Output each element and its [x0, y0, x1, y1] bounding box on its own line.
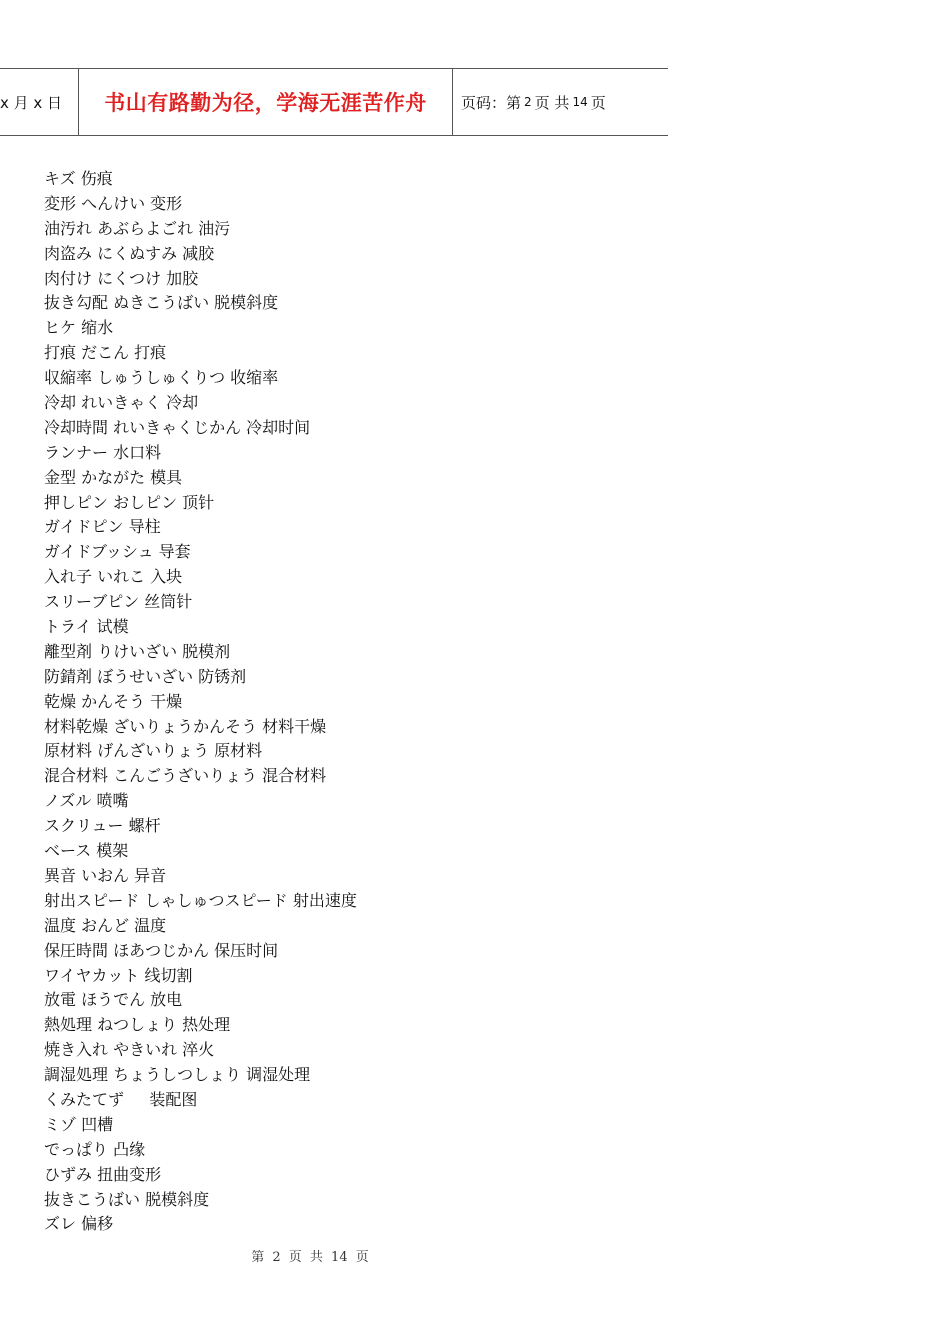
vocabulary-entry: 射出スピード しゃしゅつスピード 射出速度 [44, 890, 357, 910]
page-header [0, 68, 668, 136]
vocabulary-entry: ノズル 喷嘴 [44, 791, 129, 811]
vocabulary-entry: ミゾ 凹槽 [44, 1114, 114, 1134]
vocabulary-entry: 混合材料 こんごうざいりょう 混合材料 [44, 766, 327, 786]
vocabulary-entry: 離型剤 りけいざい 脱模剂 [44, 641, 231, 661]
vocabulary-entry: でっぱり 凸缘 [44, 1139, 146, 1159]
header-motto: 书山有路勤为径，学海无涯苦作舟 [79, 69, 453, 135]
vocabulary-entry: 異音 いおん 异音 [44, 865, 167, 885]
vocabulary-entry: ひずみ 扭曲变形 [44, 1164, 162, 1184]
vocabulary-entry: 焼き入れ やきいれ 淬火 [44, 1040, 215, 1060]
vocabulary-entry: 材料乾燥 ざいりょうかんそう 材料干燥 [44, 716, 327, 736]
vocabulary-entry: 放電 ほうでん 放电 [44, 990, 183, 1010]
vocabulary-entry: 肉付け にくつけ 加胶 [44, 268, 199, 288]
vocabulary-entry: 温度 おんど 温度 [44, 915, 167, 935]
vocabulary-entry: 抜き勾配 ぬきこうばい 脱模斜度 [44, 293, 279, 313]
vocabulary-entry: くみたてず 装配图 [44, 1089, 198, 1109]
header-date: x 月 x 日 [0, 69, 79, 135]
vocabulary-entry: ガイドピン 导柱 [44, 517, 161, 537]
vocabulary-entry: 肉盗み にくぬすみ 减胶 [44, 243, 215, 263]
vocabulary-entry: 調湿処理 ちょうしつしょり 调湿处理 [44, 1065, 311, 1085]
vocabulary-entry: 押しピン おしピン 顶针 [44, 492, 215, 512]
vocabulary-entry: 入れ子 いれこ 入块 [44, 567, 183, 587]
vocabulary-entry: 金型 かながた 模具 [44, 467, 183, 487]
vocabulary-entry: 乾燥 かんそう 干燥 [44, 691, 183, 711]
page-label-prefix: 页码：第 [461, 93, 522, 112]
page-current: 2 [524, 95, 532, 109]
vocabulary-list [44, 167, 664, 1237]
vocabulary-entry: ヒケ 缩水 [44, 318, 114, 338]
vocabulary-entry: キズ 伤痕 [44, 169, 113, 188]
page-footer: 第 2 页 共 14 页 [251, 1250, 369, 1265]
vocabulary-entry: ワイヤカット 线切割 [44, 965, 193, 985]
vocabulary-entry: 変形 へんけい 变形 [44, 193, 183, 213]
vocabulary-entry: 原材料 げんざいりょう 原材料 [44, 741, 263, 761]
header-page-number [453, 69, 668, 135]
page-label-mid: 页 共 [534, 93, 570, 112]
vocabulary-entry: ランナー 水口料 [44, 442, 162, 462]
vocabulary-entry: 打痕 だこん 打痕 [44, 343, 167, 363]
page-label-suffix: 页 [590, 93, 606, 112]
vocabulary-entry: ガイドブッシュ 导套 [44, 542, 191, 562]
vocabulary-entry: 冷却時間 れいきゃくじかん 冷却时间 [44, 417, 311, 437]
vocabulary-entry: トライ 试模 [44, 617, 129, 637]
vocabulary-entry: 油汚れ あぶらよごれ 油污 [44, 218, 231, 238]
vocabulary-entry: スリーブピン 丝筒针 [44, 592, 193, 612]
vocabulary-entry: 収縮率 しゅうしゅくりつ 收缩率 [44, 368, 279, 388]
vocabulary-entry: ベース 模架 [44, 841, 129, 861]
vocabulary-entry: ズレ 偏移 [44, 1214, 114, 1234]
vocabulary-entry: スクリュー 螺杆 [44, 816, 161, 836]
vocabulary-entry: 防錆剤 ぼうせいざい 防锈剂 [44, 666, 247, 686]
vocabulary-entry: 保圧時間 ほあつじかん 保压时间 [44, 940, 279, 960]
vocabulary-entry: 抜きこうばい 脱模斜度 [44, 1189, 210, 1209]
page-total: 14 [572, 95, 588, 109]
vocabulary-entry: 熱処理 ねつしょり 热处理 [44, 1015, 231, 1035]
vocabulary-entry: 冷却 れいきゃく 冷却 [44, 393, 199, 413]
